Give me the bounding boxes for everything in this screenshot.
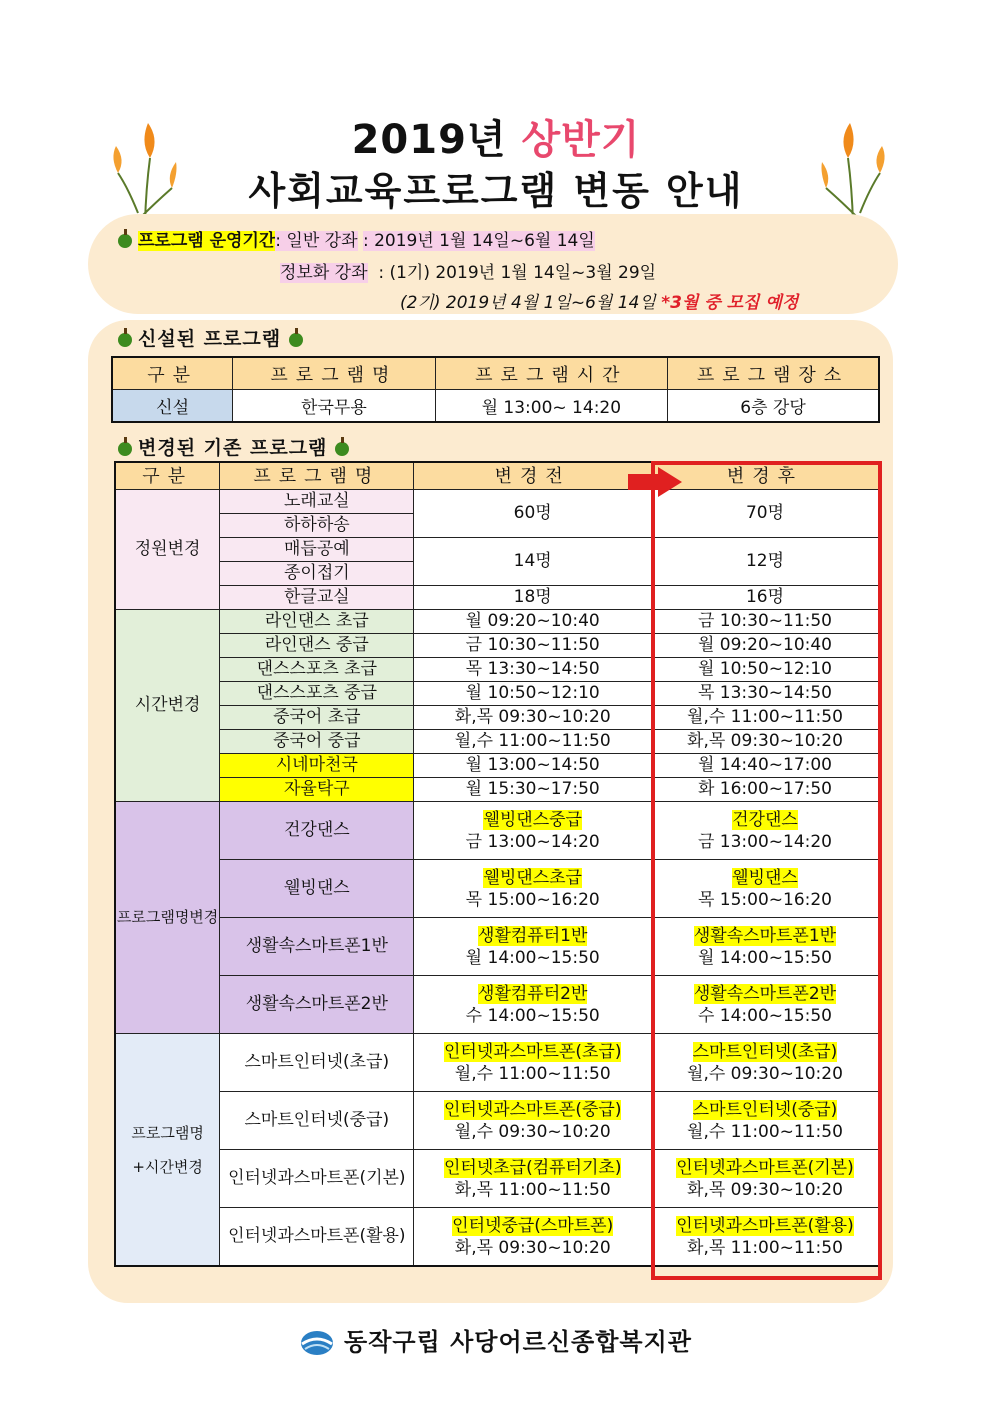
header-cell: 프로그램시간 bbox=[435, 357, 667, 390]
after-cell: 웰빙댄스 목 15:00~16:20 bbox=[651, 860, 879, 918]
program-name-cell: 매듭공예 bbox=[220, 538, 414, 562]
program-name-cell: 생활속스마트폰2반 bbox=[220, 976, 414, 1034]
before-cell: 생활컴퓨터1반 월 14:00~15:50 bbox=[414, 918, 651, 976]
apple-icon bbox=[289, 333, 303, 347]
page-subtitle: 사회교육프로그램 변동 안내 bbox=[248, 169, 744, 213]
table-header-row bbox=[115, 462, 879, 490]
table-row bbox=[115, 918, 879, 976]
general-label: : 일반 강좌 bbox=[275, 231, 358, 251]
header-cell: 변경후 bbox=[651, 462, 879, 490]
header-cell: 프로그램명 bbox=[233, 357, 435, 390]
table-row bbox=[115, 860, 879, 918]
period-line-info-2 bbox=[400, 288, 798, 313]
before-cell: 월 09:20~10:40 bbox=[414, 610, 651, 634]
general-value: : 2019년 1월 14일~6월 14일 bbox=[362, 231, 595, 251]
title-half: 상반기 bbox=[521, 117, 641, 163]
changed-section-title: 변경된 기존 프로그램 bbox=[118, 433, 355, 460]
category-cell: 신설 bbox=[112, 390, 233, 423]
org-name: 동작구립 사당어르신종합복지관 bbox=[344, 1328, 692, 1356]
table-row bbox=[115, 658, 879, 682]
after-cell: 스마트인터넷(중급) 월,수 11:00~11:50 bbox=[651, 1092, 879, 1150]
title-year: 2019년 bbox=[351, 117, 507, 163]
table-row bbox=[115, 976, 879, 1034]
after-cell: 생활속스마트폰2반 수 14:00~15:50 bbox=[651, 976, 879, 1034]
table-row bbox=[115, 634, 879, 658]
table-row bbox=[115, 538, 879, 562]
before-cell: 14명 bbox=[414, 538, 651, 586]
after-cell: 16명 bbox=[651, 586, 879, 610]
after-cell: 화,목 09:30~10:20 bbox=[651, 730, 879, 754]
after-cell: 화 16:00~17:50 bbox=[651, 778, 879, 802]
after-cell: 생활속스마트폰1반 월 14:00~15:50 bbox=[651, 918, 879, 976]
before-cell: 금 10:30~11:50 bbox=[414, 634, 651, 658]
after-cell: 금 10:30~11:50 bbox=[651, 610, 879, 634]
program-name-cell: 인터넷과스마트폰(활용) bbox=[220, 1208, 414, 1267]
after-cell: 인터넷과스마트폰(활용) 화,목 11:00~11:50 bbox=[651, 1208, 879, 1267]
program-name-cell: 건강댄스 bbox=[220, 802, 414, 860]
program-name-cell: 중국어 중급 bbox=[220, 730, 414, 754]
program-name-cell: 중국어 초급 bbox=[220, 706, 414, 730]
after-cell: 목 13:30~14:50 bbox=[651, 682, 879, 706]
table-row bbox=[115, 778, 879, 802]
program-name-cell: 시네마천국 bbox=[220, 754, 414, 778]
table-row bbox=[115, 802, 879, 860]
after-cell: 월 09:20~10:40 bbox=[651, 634, 879, 658]
table-row bbox=[112, 390, 879, 423]
program-name-cell: 라인댄스 중급 bbox=[220, 634, 414, 658]
program-name-cell: 하하하송 bbox=[220, 514, 414, 538]
apple-icon bbox=[118, 333, 132, 347]
program-name-cell: 생활속스마트폰1반 bbox=[220, 918, 414, 976]
after-cell: 월,수 11:00~11:50 bbox=[651, 706, 879, 730]
after-cell: 건강댄스 금 13:00~14:20 bbox=[651, 802, 879, 860]
before-cell: 인터넷과스마트폰(중급) 월,수 09:30~10:20 bbox=[414, 1092, 651, 1150]
info-value-2: (2기) 2019년 4월 1일~6월 14일 bbox=[400, 293, 656, 313]
new-program-table bbox=[111, 356, 880, 423]
group-time: 시간변경 bbox=[115, 610, 220, 802]
before-cell: 인터넷중급(스마트폰) 화,목 09:30~10:20 bbox=[414, 1208, 651, 1267]
period-line-general bbox=[118, 226, 595, 251]
before-cell: 월 15:30~17:50 bbox=[414, 778, 651, 802]
table-row bbox=[115, 586, 879, 610]
program-name-cell: 웰빙댄스 bbox=[220, 860, 414, 918]
info-note: *3월 중 모집 예정 bbox=[661, 293, 799, 313]
program-time-cell: 월 13:00~ 14:20 bbox=[435, 390, 667, 423]
before-cell: 화,목 09:30~10:20 bbox=[414, 706, 651, 730]
before-cell: 월,수 11:00~11:50 bbox=[414, 730, 651, 754]
period-label: 프로그램 운영기간 bbox=[138, 231, 276, 251]
table-row bbox=[115, 682, 879, 706]
before-cell: 생활컴퓨터2반 수 14:00~15:50 bbox=[414, 976, 651, 1034]
period-line-info bbox=[280, 258, 656, 283]
changed-program-table bbox=[114, 461, 880, 1267]
program-name-cell: 스마트인터넷(중급) bbox=[220, 1092, 414, 1150]
header-cell: 프로그램장소 bbox=[668, 357, 879, 390]
program-name-cell: 한국무용 bbox=[233, 390, 435, 423]
group-name-time: 프로그램명 +시간변경 bbox=[115, 1034, 220, 1267]
program-name-cell: 한글교실 bbox=[220, 586, 414, 610]
after-cell: 월 14:40~17:00 bbox=[651, 754, 879, 778]
table-row bbox=[115, 730, 879, 754]
page-title bbox=[0, 108, 992, 165]
after-cell: 70명 bbox=[651, 490, 879, 538]
before-cell: 월 10:50~12:10 bbox=[414, 682, 651, 706]
table-row bbox=[115, 706, 879, 730]
before-cell: 웰빙댄스중급 금 13:00~14:20 bbox=[414, 802, 651, 860]
new-section-title: 신설된 프로그램 bbox=[118, 324, 309, 351]
header-cell: 구분 bbox=[112, 357, 233, 390]
header-cell: 프로그램명 bbox=[220, 462, 414, 490]
apple-icon bbox=[335, 442, 349, 456]
after-cell: 스마트인터넷(초급) 월,수 09:30~10:20 bbox=[651, 1034, 879, 1092]
program-name-cell: 종이접기 bbox=[220, 562, 414, 586]
footer bbox=[0, 1322, 992, 1357]
apple-icon bbox=[118, 442, 132, 456]
before-cell: 웰빙댄스초급 목 15:00~16:20 bbox=[414, 860, 651, 918]
program-name-cell: 자율탁구 bbox=[220, 778, 414, 802]
group-name: 프로그램명변경 bbox=[115, 802, 220, 1034]
info-label: 정보화 강좌 bbox=[280, 263, 368, 283]
program-name-cell: 댄스스포츠 중급 bbox=[220, 682, 414, 706]
before-cell: 월 13:00~14:50 bbox=[414, 754, 651, 778]
program-name-cell: 라인댄스 초급 bbox=[220, 610, 414, 634]
after-cell: 12명 bbox=[651, 538, 879, 586]
header-cell: 구분 bbox=[115, 462, 220, 490]
table-header-row bbox=[112, 357, 879, 390]
table-row bbox=[115, 1150, 879, 1208]
program-name-cell: 스마트인터넷(초급) bbox=[220, 1034, 414, 1092]
table-row bbox=[115, 1208, 879, 1267]
table-row bbox=[115, 610, 879, 634]
org-logo-icon bbox=[300, 1330, 334, 1356]
before-cell: 인터넷과스마트폰(초급) 월,수 11:00~11:50 bbox=[414, 1034, 651, 1092]
table-row bbox=[115, 1092, 879, 1150]
group-capacity: 정원변경 bbox=[115, 490, 220, 610]
before-cell: 목 13:30~14:50 bbox=[414, 658, 651, 682]
program-name-cell: 노래교실 bbox=[220, 490, 414, 514]
after-cell: 월 10:50~12:10 bbox=[651, 658, 879, 682]
before-cell: 60명 bbox=[414, 490, 651, 538]
table-row bbox=[115, 490, 879, 514]
program-name-cell: 댄스스포츠 초급 bbox=[220, 658, 414, 682]
before-cell: 18명 bbox=[414, 586, 651, 610]
table-row bbox=[115, 754, 879, 778]
apple-icon bbox=[118, 234, 132, 248]
header-cell: 변경전 bbox=[414, 462, 651, 490]
info-value-1: : (1기) 2019년 1월 14일~3월 29일 bbox=[378, 263, 657, 283]
program-name-cell: 인터넷과스마트폰(기본) bbox=[220, 1150, 414, 1208]
arrow-right-icon bbox=[628, 467, 682, 497]
after-cell: 인터넷과스마트폰(기본) 화,목 09:30~10:20 bbox=[651, 1150, 879, 1208]
table-row bbox=[115, 1034, 879, 1092]
before-cell: 인터넷초급(컴퓨터기초) 화,목 11:00~11:50 bbox=[414, 1150, 651, 1208]
program-place-cell: 6층 강당 bbox=[668, 390, 879, 423]
